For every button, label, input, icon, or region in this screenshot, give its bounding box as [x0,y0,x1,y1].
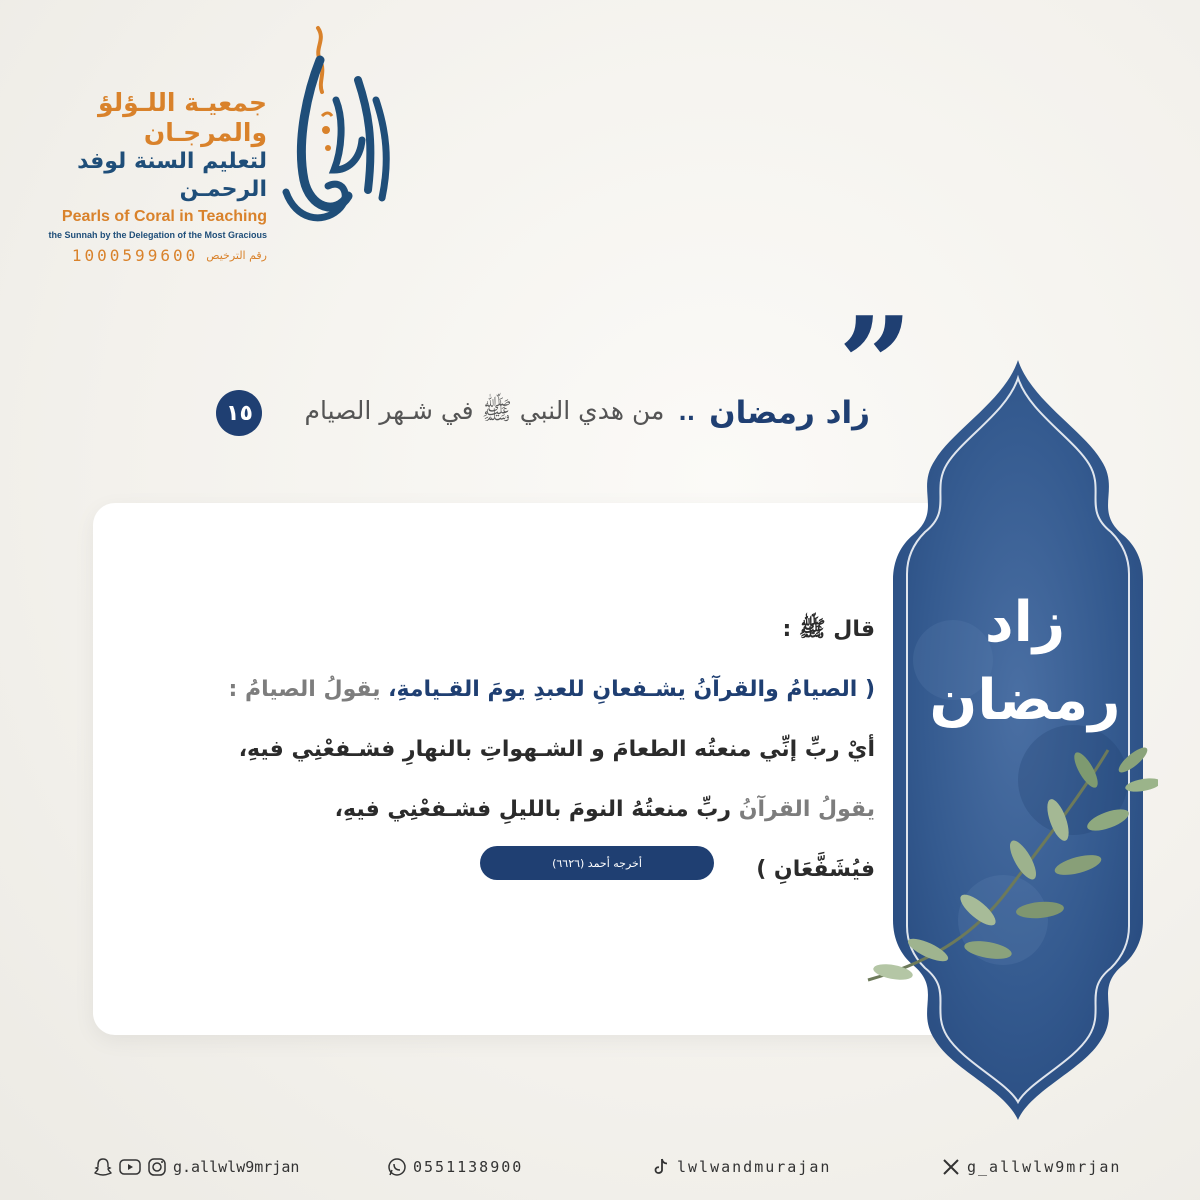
hadith-line-3 [95,780,875,840]
license-number: 1000599600 [71,246,199,265]
hadith-source-badge: أخرجه أحمد (٦٦٢٦) [480,846,714,880]
organization-logo-text [22,88,267,265]
hadith-line-2: أيْ ربِّ إنِّي منعتُه الطعامَ و الشـهواتِ بالنهارِ فشـفعْنِي فيهِ، [238,737,875,762]
org-name-arabic: جمعيـة اللـؤلؤ والمرجـان [98,88,267,147]
org-subtitle-english: the Sunnah by the Delegation of the Most Gracious [48,230,267,240]
series-subtitle: من هدي النبي ﷺ في شـهر الصيام [304,395,665,425]
series-title: زاد رمضان [709,395,870,431]
arch-word-zad: زاد [984,590,1066,655]
hadith-line-3-main: ربِّ منعتُهُ النومَ بالليلِ فشـفعْنِي فيهِ، [334,797,732,822]
x-icon[interactable] [940,1156,962,1178]
hadith-line-1-speaker: يقولُ الصيامُ : [228,677,381,702]
tiktok-handle: lwlwandmurajan [677,1158,832,1176]
hadith-line-4: فيُشَفَّعَانِ ) [756,857,875,882]
org-subtitle-arabic: لتعليم السنة لوفد الرحمـن [77,149,267,202]
footer-social-group[interactable] [92,1156,299,1178]
hadith-line-1-main: ( الصيامُ والقرآنُ يشـفعانِ للعبدِ يومَ القـيامةِ، [388,677,875,702]
episode-number-badge: ١٥ [216,390,262,436]
instagram-icon[interactable] [146,1156,168,1178]
hadith-intro: قال ﷺ : [782,617,875,642]
hadith-line-1 [95,660,875,720]
license-label: رقم الترخيص [206,249,267,262]
license-row [22,246,267,265]
footer-x[interactable] [940,1156,1121,1178]
social-handle: g.allwlw9mrjan [173,1158,300,1176]
x-handle: g_allwlw9mrjan [967,1158,1122,1176]
phone-number: 0551138900 [413,1158,524,1176]
footer-contacts [0,1156,1200,1186]
tiktok-icon[interactable] [650,1156,672,1178]
youtube-icon[interactable] [119,1156,141,1178]
series-header [130,388,870,438]
arch-word-ramadan: رمضان [929,668,1121,733]
series-separator: .. [678,400,696,426]
footer-phone[interactable] [386,1156,523,1178]
snapchat-icon[interactable] [92,1156,114,1178]
calligraphy-logo-icon [278,20,398,225]
hadith-line-3-speaker: يقولُ القرآنُ [738,797,875,822]
olive-branch-icon [858,740,1158,1000]
whatsapp-icon[interactable] [386,1156,408,1178]
org-name-english: Pearls of Coral in Teaching [61,208,267,225]
quote-mark-icon: ” [838,288,913,441]
footer-tiktok[interactable] [650,1156,831,1178]
